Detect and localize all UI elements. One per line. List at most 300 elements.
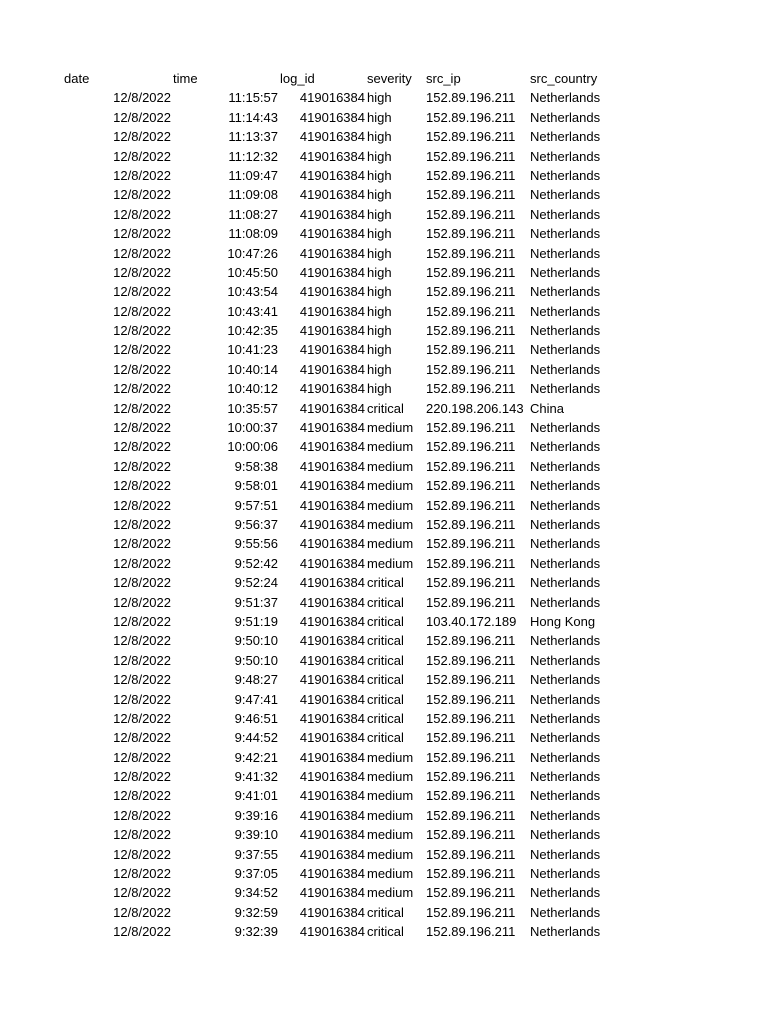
cell-log-id[interactable]: 419016384: [299, 807, 365, 823]
cell-log-id[interactable]: 419016384: [299, 323, 365, 339]
cell-time[interactable]: 10:41:23: [227, 342, 278, 358]
table-body: [0, 88, 768, 941]
cell-time[interactable]: 10:42:35: [227, 323, 278, 339]
cell-severity[interactable]: medium: [367, 788, 414, 804]
cell-src-country[interactable]: Netherlands: [530, 284, 601, 300]
cell-severity[interactable]: medium: [367, 885, 414, 901]
table-row: [0, 399, 768, 418]
cell-severity[interactable]: medium: [367, 555, 414, 571]
cell-date[interactable]: 12/8/2022: [113, 516, 171, 532]
cell-src-country[interactable]: Netherlands: [530, 866, 601, 882]
cell-time[interactable]: 9:39:10: [234, 827, 278, 843]
cell-severity[interactable]: medium: [367, 420, 414, 436]
cell-src-country[interactable]: Netherlands: [530, 342, 601, 358]
cell-date[interactable]: 12/8/2022: [113, 672, 171, 688]
cell-severity[interactable]: critical: [367, 904, 404, 920]
cell-date[interactable]: 12/8/2022: [113, 90, 171, 106]
cell-date[interactable]: 12/8/2022: [113, 613, 171, 629]
cell-src-country[interactable]: Netherlands: [530, 555, 601, 571]
table-row: [0, 205, 768, 224]
cell-log-id[interactable]: 419016384: [299, 749, 365, 765]
cell-log-id[interactable]: 419016384: [299, 420, 365, 436]
cell-log-id[interactable]: 419016384: [299, 109, 365, 125]
cell-date[interactable]: 12/8/2022: [113, 536, 171, 552]
cell-date[interactable]: 12/8/2022: [113, 807, 171, 823]
cell-src-country[interactable]: Netherlands: [530, 148, 601, 164]
cell-severity[interactable]: critical: [367, 633, 404, 649]
cell-date[interactable]: 12/8/2022: [113, 264, 171, 280]
cell-src-ip[interactable]: 152.89.196.211: [426, 90, 516, 106]
cell-severity[interactable]: medium: [367, 439, 414, 455]
cell-src-country[interactable]: Netherlands: [530, 516, 601, 532]
cell-src-country[interactable]: Netherlands: [530, 381, 601, 397]
cell-date[interactable]: 12/8/2022: [113, 342, 171, 358]
cell-log-id[interactable]: 419016384: [299, 245, 365, 261]
cell-date[interactable]: 12/8/2022: [113, 381, 171, 397]
cell-src-country[interactable]: China: [530, 400, 564, 416]
cell-log-id[interactable]: 419016384: [299, 652, 365, 668]
cell-src-ip[interactable]: 152.89.196.211: [426, 226, 516, 242]
cell-severity[interactable]: high: [367, 284, 392, 300]
cell-src-ip[interactable]: 152.89.196.211: [426, 904, 516, 920]
cell-severity[interactable]: high: [367, 206, 392, 222]
cell-log-id[interactable]: 419016384: [299, 846, 365, 862]
cell-date[interactable]: 12/8/2022: [113, 769, 171, 785]
cell-src-country[interactable]: Netherlands: [530, 245, 601, 261]
cell-date[interactable]: 12/8/2022: [113, 633, 171, 649]
cell-src-country[interactable]: Netherlands: [530, 420, 601, 436]
cell-src-ip[interactable]: 220.198.206.143: [426, 400, 524, 416]
cell-log-id[interactable]: 419016384: [299, 730, 365, 746]
cell-src-ip[interactable]: 152.89.196.211: [426, 303, 516, 319]
cell-time[interactable]: 10:35:57: [227, 400, 278, 416]
cell-time[interactable]: 9:32:39: [234, 924, 278, 940]
cell-date[interactable]: 12/8/2022: [113, 652, 171, 668]
cell-time[interactable]: 9:46:51: [234, 710, 278, 726]
cell-time[interactable]: 9:34:52: [234, 885, 278, 901]
header-row: [0, 69, 768, 88]
cell-log-id[interactable]: 419016384: [299, 672, 365, 688]
cell-severity[interactable]: medium: [367, 458, 414, 474]
cell-src-ip[interactable]: 152.89.196.211: [426, 827, 516, 843]
table-row: [0, 922, 768, 941]
cell-time[interactable]: 9:51:37: [234, 594, 278, 610]
cell-time[interactable]: 11:14:43: [228, 109, 278, 125]
table-row: [0, 534, 768, 553]
cell-time[interactable]: 10:47:26: [227, 245, 278, 261]
cell-src-country[interactable]: Netherlands: [530, 827, 601, 843]
table-row: [0, 457, 768, 476]
cell-date[interactable]: 12/8/2022: [113, 303, 171, 319]
cell-time[interactable]: 9:48:27: [234, 672, 278, 688]
cell-time[interactable]: 11:08:27: [228, 206, 278, 222]
cell-severity[interactable]: critical: [367, 400, 404, 416]
cell-log-id[interactable]: 419016384: [299, 167, 365, 183]
cell-src-country[interactable]: Netherlands: [530, 264, 601, 280]
cell-date[interactable]: 12/8/2022: [113, 827, 171, 843]
cell-time[interactable]: 9:50:10: [234, 633, 278, 649]
cell-src-country[interactable]: Netherlands: [530, 749, 601, 765]
cell-time[interactable]: 9:41:32: [234, 769, 278, 785]
column-header-time[interactable]: time: [173, 71, 198, 86]
table-row: [0, 690, 768, 709]
cell-src-ip[interactable]: 103.40.172.189: [426, 613, 517, 629]
cell-log-id[interactable]: 419016384: [299, 594, 365, 610]
cell-src-country[interactable]: Netherlands: [530, 652, 601, 668]
cell-time[interactable]: 10:00:37: [227, 420, 278, 436]
spreadsheet-table: [0, 69, 768, 942]
cell-date[interactable]: 12/8/2022: [113, 187, 171, 203]
cell-log-id[interactable]: 419016384: [299, 361, 365, 377]
cell-severity[interactable]: medium: [367, 497, 414, 513]
cell-date[interactable]: 12/8/2022: [113, 245, 171, 261]
cell-date[interactable]: 12/8/2022: [113, 323, 171, 339]
column-header-src-ip[interactable]: src_ip: [426, 71, 461, 86]
cell-src-country[interactable]: Netherlands: [530, 924, 601, 940]
cell-src-ip[interactable]: 152.89.196.211: [426, 885, 516, 901]
cell-time[interactable]: 9:56:37: [234, 516, 278, 532]
cell-log-id[interactable]: 419016384: [299, 129, 365, 145]
cell-src-country[interactable]: Netherlands: [530, 575, 601, 591]
cell-src-ip[interactable]: 152.89.196.211: [426, 342, 516, 358]
cell-src-ip[interactable]: 152.89.196.211: [426, 555, 516, 571]
cell-severity[interactable]: high: [367, 129, 392, 145]
cell-log-id[interactable]: 419016384: [299, 769, 365, 785]
cell-time[interactable]: 9:52:24: [234, 575, 278, 591]
table-row: [0, 554, 768, 573]
cell-time[interactable]: 9:32:59: [234, 904, 278, 920]
cell-src-ip[interactable]: 152.89.196.211: [426, 264, 516, 280]
cell-severity[interactable]: high: [367, 226, 392, 242]
cell-log-id[interactable]: 419016384: [299, 90, 365, 106]
cell-time[interactable]: 9:37:55: [234, 846, 278, 862]
cell-time[interactable]: 9:50:10: [234, 652, 278, 668]
cell-src-ip[interactable]: 152.89.196.211: [426, 788, 516, 804]
cell-src-ip[interactable]: 152.89.196.211: [426, 633, 516, 649]
cell-src-country[interactable]: Netherlands: [530, 187, 601, 203]
cell-severity[interactable]: high: [367, 264, 392, 280]
cell-time[interactable]: 9:55:56: [234, 536, 278, 552]
cell-src-country[interactable]: Netherlands: [530, 323, 601, 339]
cell-src-country[interactable]: Netherlands: [530, 303, 601, 319]
cell-log-id[interactable]: 419016384: [299, 497, 365, 513]
cell-log-id[interactable]: 419016384: [299, 342, 365, 358]
cell-src-ip[interactable]: 152.89.196.211: [426, 575, 516, 591]
cell-log-id[interactable]: 419016384: [299, 827, 365, 843]
cell-log-id[interactable]: 419016384: [299, 633, 365, 649]
cell-log-id[interactable]: 419016384: [299, 866, 365, 882]
cell-date[interactable]: 12/8/2022: [113, 924, 171, 940]
table-row: [0, 825, 768, 844]
cell-src-country[interactable]: Netherlands: [530, 361, 601, 377]
cell-src-ip[interactable]: 152.89.196.211: [426, 730, 516, 746]
cell-log-id[interactable]: 419016384: [299, 575, 365, 591]
cell-log-id[interactable]: 419016384: [299, 516, 365, 532]
cell-log-id[interactable]: 419016384: [299, 904, 365, 920]
column-header-src-country[interactable]: src_country: [530, 71, 598, 86]
cell-src-ip[interactable]: 152.89.196.211: [426, 749, 516, 765]
cell-severity[interactable]: high: [367, 245, 392, 261]
cell-date[interactable]: 12/8/2022: [113, 129, 171, 145]
cell-date[interactable]: 12/8/2022: [113, 497, 171, 513]
cell-date[interactable]: 12/8/2022: [113, 866, 171, 882]
cell-src-ip[interactable]: 152.89.196.211: [426, 245, 516, 261]
cell-log-id[interactable]: 419016384: [299, 226, 365, 242]
cell-src-ip[interactable]: 152.89.196.211: [426, 187, 516, 203]
table-row: [0, 340, 768, 359]
cell-src-ip[interactable]: 152.89.196.211: [426, 924, 516, 940]
cell-date[interactable]: 12/8/2022: [113, 594, 171, 610]
cell-severity[interactable]: medium: [367, 866, 414, 882]
cell-severity[interactable]: medium: [367, 536, 414, 552]
table-row: [0, 437, 768, 456]
cell-severity[interactable]: critical: [367, 710, 404, 726]
cell-time[interactable]: 11:08:09: [228, 226, 278, 242]
cell-severity[interactable]: critical: [367, 594, 404, 610]
cell-time[interactable]: 10:43:41: [227, 303, 278, 319]
cell-log-id[interactable]: 419016384: [299, 439, 365, 455]
cell-src-ip[interactable]: 152.89.196.211: [426, 594, 516, 610]
cell-time[interactable]: 10:43:54: [227, 284, 278, 300]
cell-log-id[interactable]: 419016384: [299, 206, 365, 222]
cell-log-id[interactable]: 419016384: [299, 284, 365, 300]
cell-src-country[interactable]: Netherlands: [530, 788, 601, 804]
cell-date[interactable]: 12/8/2022: [113, 904, 171, 920]
table-row: [0, 147, 768, 166]
cell-src-country[interactable]: Netherlands: [530, 710, 601, 726]
cell-time[interactable]: 9:58:01: [234, 478, 278, 494]
cell-src-country[interactable]: Netherlands: [530, 90, 601, 106]
cell-date[interactable]: 12/8/2022: [113, 167, 171, 183]
cell-date[interactable]: 12/8/2022: [113, 885, 171, 901]
cell-date[interactable]: 12/8/2022: [113, 846, 171, 862]
cell-src-country[interactable]: Netherlands: [530, 109, 601, 125]
cell-src-country[interactable]: Netherlands: [530, 691, 601, 707]
cell-date[interactable]: 12/8/2022: [113, 575, 171, 591]
cell-log-id[interactable]: 419016384: [299, 710, 365, 726]
cell-date[interactable]: 12/8/2022: [113, 478, 171, 494]
cell-log-id[interactable]: 419016384: [299, 400, 365, 416]
cell-src-country[interactable]: Netherlands: [530, 226, 601, 242]
table-row: [0, 244, 768, 263]
cell-date[interactable]: 12/8/2022: [113, 206, 171, 222]
cell-time[interactable]: 11:12:32: [228, 148, 278, 164]
cell-date[interactable]: 12/8/2022: [113, 730, 171, 746]
cell-src-ip[interactable]: 152.89.196.211: [426, 109, 516, 125]
cell-time[interactable]: 9:52:42: [234, 555, 278, 571]
cell-severity[interactable]: high: [367, 148, 392, 164]
cell-src-ip[interactable]: 152.89.196.211: [426, 807, 516, 823]
cell-src-ip[interactable]: 152.89.196.211: [426, 458, 516, 474]
cell-src-ip[interactable]: 152.89.196.211: [426, 167, 516, 183]
cell-src-ip[interactable]: 152.89.196.211: [426, 206, 516, 222]
cell-time[interactable]: 9:37:05: [234, 866, 278, 882]
cell-src-country[interactable]: Netherlands: [530, 846, 601, 862]
cell-src-ip[interactable]: 152.89.196.211: [426, 323, 516, 339]
cell-date[interactable]: 12/8/2022: [113, 148, 171, 164]
cell-severity[interactable]: critical: [367, 672, 404, 688]
cell-severity[interactable]: medium: [367, 807, 414, 823]
cell-time[interactable]: 9:42:21: [234, 749, 278, 765]
cell-src-ip[interactable]: 152.89.196.211: [426, 536, 516, 552]
cell-date[interactable]: 12/8/2022: [113, 439, 171, 455]
table-row: [0, 728, 768, 747]
cell-severity[interactable]: critical: [367, 652, 404, 668]
table-row: [0, 786, 768, 805]
cell-src-country[interactable]: Netherlands: [530, 536, 601, 552]
cell-src-country[interactable]: Netherlands: [530, 497, 601, 513]
cell-severity[interactable]: high: [367, 187, 392, 203]
cell-src-ip[interactable]: 152.89.196.211: [426, 478, 516, 494]
cell-src-country[interactable]: Netherlands: [530, 129, 601, 145]
cell-time[interactable]: 9:41:01: [234, 788, 278, 804]
cell-severity[interactable]: critical: [367, 730, 404, 746]
cell-date[interactable]: 12/8/2022: [113, 788, 171, 804]
cell-time[interactable]: 11:09:47: [228, 167, 278, 183]
table-row: [0, 185, 768, 204]
cell-src-country[interactable]: Netherlands: [530, 633, 601, 649]
cell-severity[interactable]: medium: [367, 846, 414, 862]
cell-src-country[interactable]: Netherlands: [530, 730, 601, 746]
cell-date[interactable]: 12/8/2022: [113, 400, 171, 416]
table-row: [0, 845, 768, 864]
cell-log-id[interactable]: 419016384: [299, 264, 365, 280]
cell-log-id[interactable]: 419016384: [299, 478, 365, 494]
cell-src-ip[interactable]: 152.89.196.211: [426, 866, 516, 882]
cell-src-country[interactable]: Netherlands: [530, 769, 601, 785]
cell-src-ip[interactable]: 152.89.196.211: [426, 381, 516, 397]
table-row: [0, 631, 768, 650]
cell-time[interactable]: 9:39:16: [234, 807, 278, 823]
cell-src-ip[interactable]: 152.89.196.211: [426, 361, 516, 377]
cell-severity[interactable]: high: [367, 90, 392, 106]
table-row: [0, 651, 768, 670]
cell-severity[interactable]: high: [367, 303, 392, 319]
cell-severity[interactable]: medium: [367, 478, 414, 494]
cell-src-country[interactable]: Netherlands: [530, 458, 601, 474]
table-row: [0, 88, 768, 107]
cell-log-id[interactable]: 419016384: [299, 303, 365, 319]
cell-log-id[interactable]: 419016384: [299, 536, 365, 552]
cell-src-ip[interactable]: 152.89.196.211: [426, 497, 516, 513]
cell-src-country[interactable]: Netherlands: [530, 672, 601, 688]
table-row: [0, 612, 768, 631]
cell-src-ip[interactable]: 152.89.196.211: [426, 439, 516, 455]
cell-severity[interactable]: high: [367, 361, 392, 377]
cell-time[interactable]: 10:45:50: [227, 264, 278, 280]
cell-time[interactable]: 10:40:12: [227, 381, 278, 397]
cell-severity[interactable]: high: [367, 323, 392, 339]
cell-src-country[interactable]: Netherlands: [530, 206, 601, 222]
column-header-date[interactable]: date: [64, 71, 90, 86]
cell-src-country[interactable]: Netherlands: [530, 904, 601, 920]
cell-src-country[interactable]: Netherlands: [530, 167, 601, 183]
cell-log-id[interactable]: 419016384: [299, 458, 365, 474]
column-header-severity[interactable]: severity: [367, 71, 412, 86]
cell-src-ip[interactable]: 152.89.196.211: [426, 420, 516, 436]
cell-log-id[interactable]: 419016384: [299, 381, 365, 397]
cell-severity[interactable]: medium: [367, 827, 414, 843]
cell-severity[interactable]: critical: [367, 924, 404, 940]
cell-src-country[interactable]: Netherlands: [530, 594, 601, 610]
cell-src-country[interactable]: Netherlands: [530, 439, 601, 455]
cell-severity[interactable]: high: [367, 167, 392, 183]
cell-date[interactable]: 12/8/2022: [113, 420, 171, 436]
cell-src-ip[interactable]: 152.89.196.211: [426, 516, 516, 532]
cell-time[interactable]: 9:51:19: [234, 613, 278, 629]
cell-time[interactable]: 10:00:06: [227, 439, 278, 455]
table-row: [0, 263, 768, 282]
cell-severity[interactable]: medium: [367, 769, 414, 785]
cell-severity[interactable]: medium: [367, 749, 414, 765]
cell-severity[interactable]: high: [367, 109, 392, 125]
cell-date[interactable]: 12/8/2022: [113, 109, 171, 125]
cell-date[interactable]: 12/8/2022: [113, 691, 171, 707]
cell-src-ip[interactable]: 152.89.196.211: [426, 710, 516, 726]
cell-src-ip[interactable]: 152.89.196.211: [426, 672, 516, 688]
cell-time[interactable]: 9:57:51: [234, 497, 278, 513]
cell-src-country[interactable]: Hong Kong: [530, 613, 596, 629]
cell-src-ip[interactable]: 152.89.196.211: [426, 846, 516, 862]
table-row: [0, 670, 768, 689]
cell-src-ip[interactable]: 152.89.196.211: [426, 691, 516, 707]
cell-log-id[interactable]: 419016384: [299, 148, 365, 164]
cell-severity[interactable]: critical: [367, 613, 404, 629]
cell-severity[interactable]: high: [367, 342, 392, 358]
table-row: [0, 709, 768, 728]
table-row: [0, 883, 768, 902]
cell-src-country[interactable]: Netherlands: [530, 885, 601, 901]
cell-log-id[interactable]: 419016384: [299, 187, 365, 203]
cell-date[interactable]: 12/8/2022: [113, 284, 171, 300]
cell-time[interactable]: 9:47:41: [234, 691, 278, 707]
column-header-log-id[interactable]: log_id: [280, 71, 315, 86]
cell-severity[interactable]: high: [367, 381, 392, 397]
cell-time[interactable]: 10:40:14: [227, 361, 278, 377]
cell-src-ip[interactable]: 152.89.196.211: [426, 652, 516, 668]
cell-src-ip[interactable]: 152.89.196.211: [426, 129, 516, 145]
table-row: [0, 418, 768, 437]
cell-time[interactable]: 11:13:37: [228, 129, 278, 145]
cell-log-id[interactable]: 419016384: [299, 885, 365, 901]
cell-src-country[interactable]: Netherlands: [530, 807, 601, 823]
cell-log-id[interactable]: 419016384: [299, 555, 365, 571]
cell-date[interactable]: 12/8/2022: [113, 710, 171, 726]
cell-log-id[interactable]: 419016384: [299, 924, 365, 940]
cell-log-id[interactable]: 419016384: [299, 788, 365, 804]
cell-time[interactable]: 9:58:38: [234, 458, 278, 474]
cell-src-ip[interactable]: 152.89.196.211: [426, 284, 516, 300]
cell-time[interactable]: 9:44:52: [234, 730, 278, 746]
cell-severity[interactable]: critical: [367, 575, 404, 591]
cell-src-country[interactable]: Netherlands: [530, 478, 601, 494]
cell-date[interactable]: 12/8/2022: [113, 226, 171, 242]
cell-date[interactable]: 12/8/2022: [113, 458, 171, 474]
cell-time[interactable]: 11:15:57: [228, 90, 278, 106]
cell-date[interactable]: 12/8/2022: [113, 361, 171, 377]
cell-time[interactable]: 11:09:08: [228, 187, 278, 203]
cell-src-ip[interactable]: 152.89.196.211: [426, 769, 516, 785]
cell-severity[interactable]: critical: [367, 691, 404, 707]
cell-log-id[interactable]: 419016384: [299, 613, 365, 629]
cell-severity[interactable]: medium: [367, 516, 414, 532]
cell-date[interactable]: 12/8/2022: [113, 749, 171, 765]
table-row: [0, 108, 768, 127]
cell-date[interactable]: 12/8/2022: [113, 555, 171, 571]
cell-log-id[interactable]: 419016384: [299, 691, 365, 707]
table-row: [0, 496, 768, 515]
cell-src-ip[interactable]: 152.89.196.211: [426, 148, 516, 164]
